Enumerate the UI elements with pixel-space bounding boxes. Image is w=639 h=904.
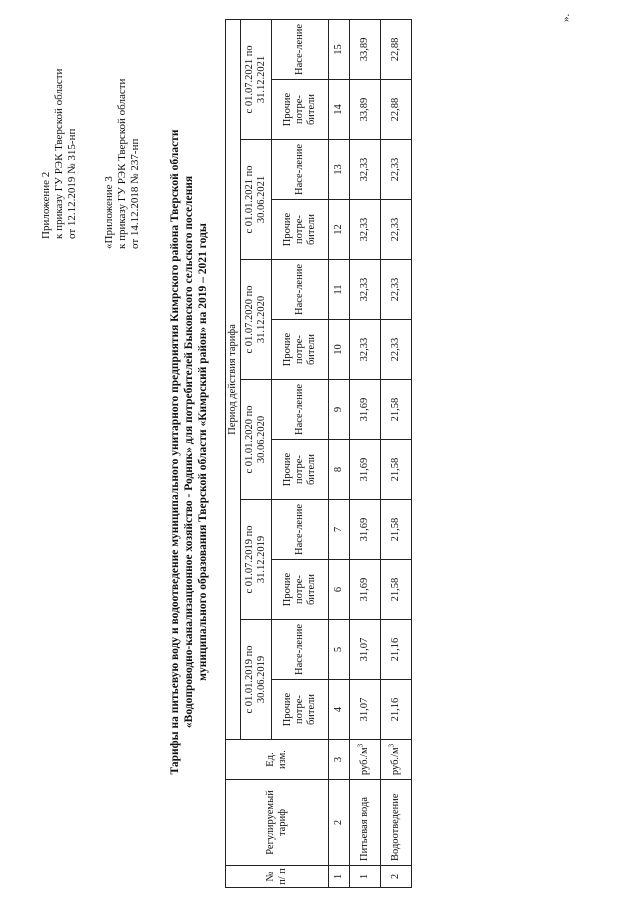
column-number: 2: [329, 780, 350, 866]
column-number: 14: [329, 80, 350, 140]
consumer-population-header: Насе-ление: [272, 620, 329, 680]
consumer-other-header: Прочие потре-бители: [272, 440, 329, 500]
consumer-population-header: Насе-ление: [272, 19, 329, 79]
row-number: 1: [350, 866, 381, 888]
period-header: с 01.01.2020 по 30.06.2020: [241, 380, 272, 500]
period-header: с 01.01.2019 по 30.06.2019: [241, 620, 272, 740]
tariff-value: 21,58: [381, 440, 412, 500]
tariff-value: 32,33: [350, 200, 381, 260]
tariff-value: 21,58: [381, 560, 412, 620]
appendix-3-line1: «Приложение 3: [103, 176, 115, 249]
column-number: 15: [329, 19, 350, 79]
tariff-value: 21,16: [381, 680, 412, 740]
title-line2: «Водопроводно-канализационное хозяйство - Родник» для потребителей Быковского сельского поселения: [183, 175, 195, 729]
tariff-value: 31,69: [350, 440, 381, 500]
tariff-value: 31,69: [350, 500, 381, 560]
column-number: 6: [329, 560, 350, 620]
column-number: 11: [329, 260, 350, 320]
tariff-value: 32,33: [350, 320, 381, 380]
appendix-2-line1: Приложение 2: [40, 171, 52, 239]
tariff-value: 33,89: [350, 80, 381, 140]
column-number: 7: [329, 500, 350, 560]
column-number: 9: [329, 380, 350, 440]
row-tariff-name: Водоотведение: [381, 780, 412, 866]
row-unit-text: руб./м: [359, 747, 370, 776]
tariff-value: 31,69: [350, 560, 381, 620]
table-row: [350, 19, 381, 887]
table-row: [381, 19, 412, 887]
period-header: с 01.07.2021 по 31.12.2021: [241, 19, 272, 139]
tariff-table: [225, 19, 412, 888]
closing-mark: ».: [560, 13, 572, 22]
column-number: 12: [329, 200, 350, 260]
tariff-value: 22,33: [381, 260, 412, 320]
consumer-population-header: Насе-ление: [272, 260, 329, 320]
tariff-value: 32,33: [350, 140, 381, 200]
row-number: 2: [381, 866, 412, 888]
period-header: с 01.07.2019 по 31.12.2019: [241, 500, 272, 620]
period-header: с 01.07.2020 по 31.12.2020: [241, 260, 272, 380]
consumer-population-header: Насе-ление: [272, 140, 329, 200]
appendix-2-line2: к приказу ГУ РЭК Тверской области: [53, 68, 65, 239]
tariff-value: 21,58: [381, 380, 412, 440]
consumer-other-header: Прочие потре-бители: [272, 680, 329, 740]
column-number: 10: [329, 320, 350, 380]
column-number: 3: [329, 740, 350, 780]
appendix-2-line3: от 12.12.2019 № 315-нп: [66, 128, 78, 239]
document-title: [168, 12, 210, 892]
tariff-value: 22,88: [381, 19, 412, 79]
consumer-population-header: Насе-ление: [272, 500, 329, 560]
tariff-value: 22,33: [381, 140, 412, 200]
consumer-other-header: Прочие потре-бители: [272, 560, 329, 620]
period-header: с 01.01.2021 по 30.06.2021: [241, 140, 272, 260]
tariff-value: 31,07: [350, 680, 381, 740]
consumer-other-header: Прочие потре-бители: [272, 320, 329, 380]
appendix-3-line2: к приказу ГУ РЭК Тверской области: [116, 78, 128, 249]
title-line1: Тарифы на питьевую воду и водоотведение муниципального унитарного предприятия Кимрского района Тверской области: [169, 129, 181, 775]
column-number: 1: [329, 866, 350, 888]
tariff-value: 31,69: [350, 380, 381, 440]
row-unit-text: руб./м: [390, 747, 401, 776]
header-unit: Ед. изм.: [226, 740, 329, 780]
row-unit-superscript: 3: [356, 743, 365, 748]
column-number: 5: [329, 620, 350, 680]
tariff-value: 31,07: [350, 620, 381, 680]
row-unit: [350, 740, 381, 780]
consumer-population-header: Насе-ление: [272, 380, 329, 440]
appendix-3-header: [103, 9, 142, 249]
tariff-value: 21,16: [381, 620, 412, 680]
column-number: 13: [329, 140, 350, 200]
tariff-value: 22,88: [381, 80, 412, 140]
consumer-other-header: Прочие потре-бители: [272, 80, 329, 140]
title-line3: муниципального образования Тверской области «Кимрский район» на 2019 – 2021 годы: [197, 223, 209, 681]
tariff-value: 22,33: [381, 320, 412, 380]
appendix-2-header: [40, 9, 79, 239]
row-unit: [381, 740, 412, 780]
header-period: Период действия тарифа: [226, 19, 241, 739]
consumer-other-header: Прочие потре-бители: [272, 200, 329, 260]
appendix-3-line3: от 14.12.2018 № 237-нп: [129, 138, 141, 249]
header-number: № п/ п: [226, 866, 329, 888]
tariff-value: 21,58: [381, 500, 412, 560]
row-tariff-name: Питьевая вода: [350, 780, 381, 866]
tariff-value: 32,33: [350, 260, 381, 320]
header-tariff: Регулируемый тариф: [226, 780, 329, 866]
row-unit-superscript: 3: [387, 743, 396, 748]
column-number: 8: [329, 440, 350, 500]
column-number: 4: [329, 680, 350, 740]
tariff-value: 22,33: [381, 200, 412, 260]
tariff-value: 33,89: [350, 19, 381, 79]
